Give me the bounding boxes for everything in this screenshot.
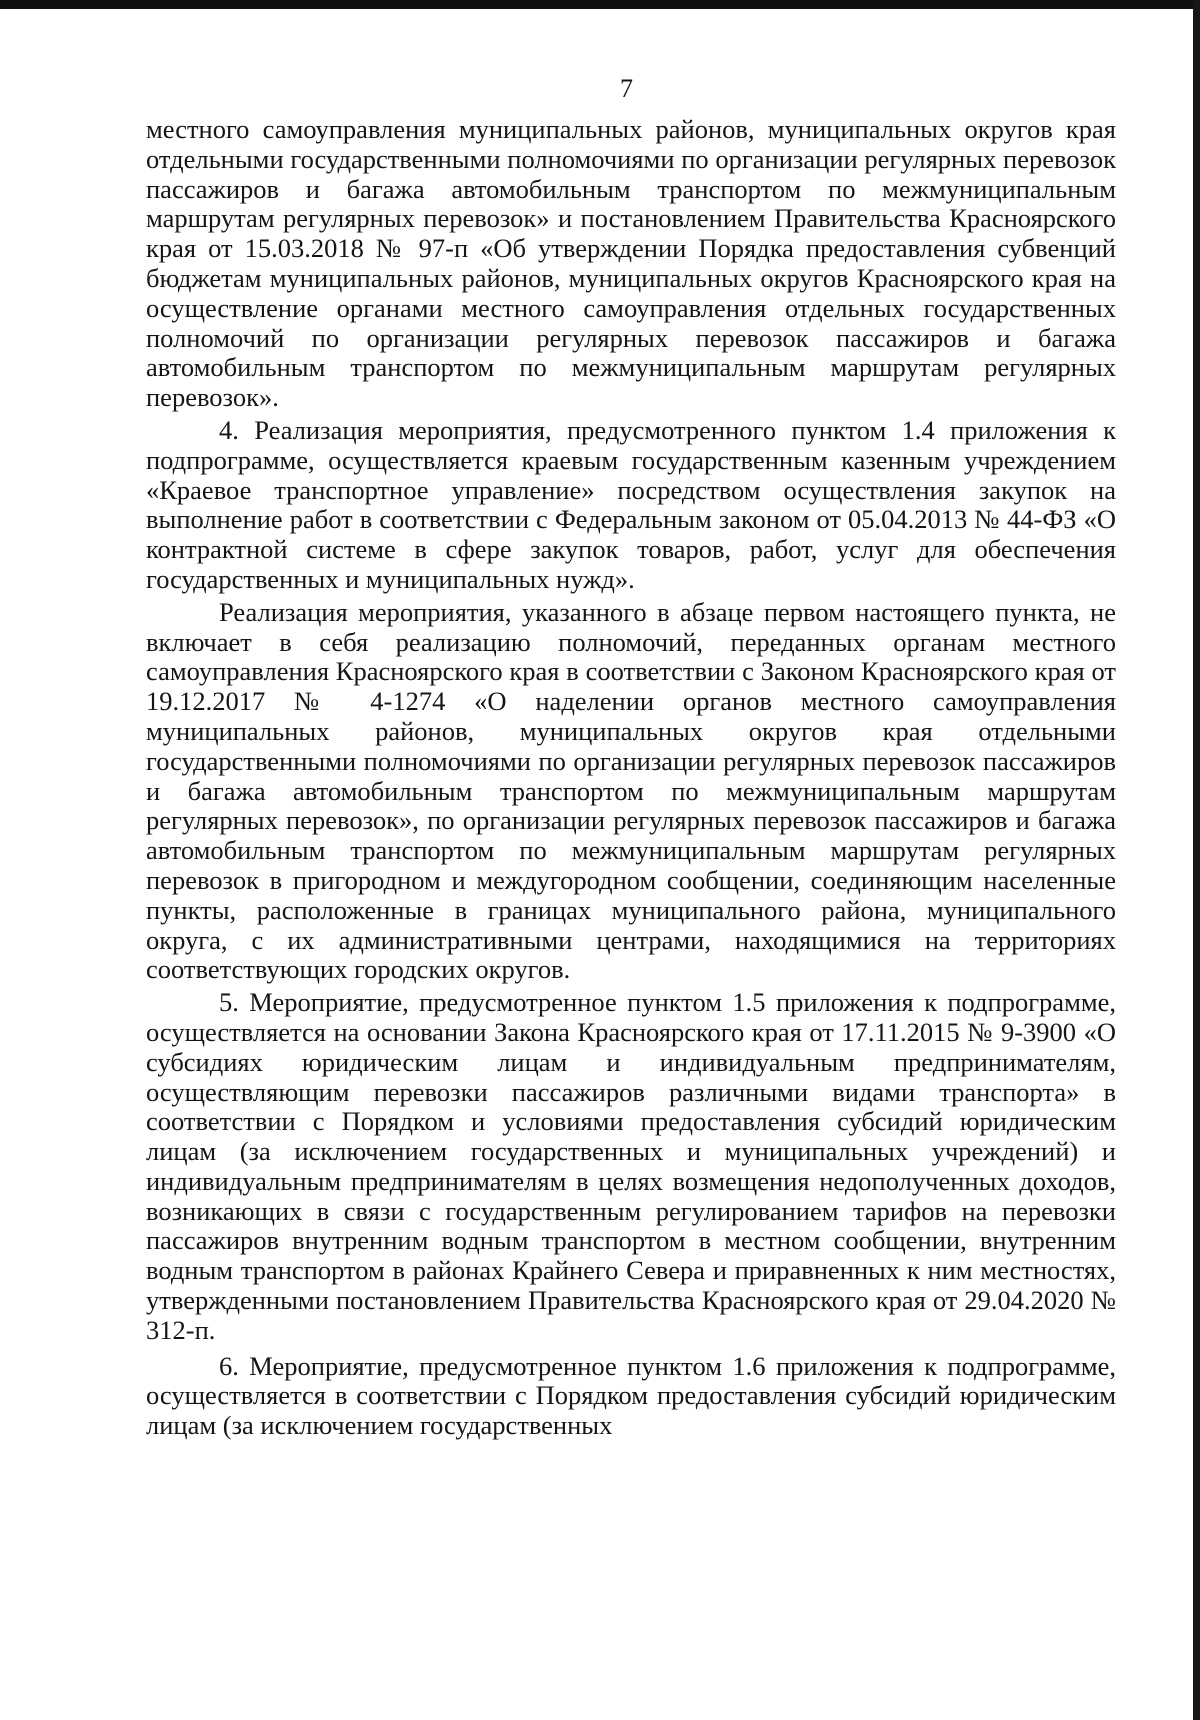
paragraph-item-4-note: Реализация мероприятия, указанного в абзаце первом настоящего пункта, не включает в себя реализацию полномочий, переданных органам местного самоуправления Красноярского края в соответствии с Законом Красноярского края от 19.12.2017 № 4-1274 «О наделении органов местного самоуправления муниципальных районов, муниципальных округов края отдельными государственными полномочиями по организации регулярных перевозок пассажиров и багажа автомобильным транспортом по межмуниципальным маршрутам регулярных перевозок», по организации регулярных перевозок пассажиров и багажа автомобильным транспортом по межмуниципальным маршрутам регулярных перевозок в пригородном и междугородном сообщении, соединяющим населенные пункты, расположенные в границах муниципального района, муниципального округа, с их административными центрами, находящимися на территориях соответствующих городских округов.: [146, 596, 1116, 985]
paragraph-item-5: 5. Мероприятие, предусмотренное пунктом 1.5 приложения к подпрограмме, осуществляется на основании Закона Красноярского края от 17.11.2015 № 9-3900 «О субсидиях юридическим лицам и индивидуальным предпринимателям, осуществляющим перевозки пассажиров различными видами транспорта» в соответствии с Порядком и условиями предоставления субсидий юридическим лицам (за исключением государственных и муниципальных учреждений) и индивидуальным предпринимателям в целях возмещения недополученных доходов, возникающих в связи с государственным регулированием тарифов на перевозки пассажиров внутренним водным транспортом в местном сообщении, внутренним водным транспортом в районах Крайнего Севера и приравненных к ним местностях, утвержденными постановлением Правительства Красноярского края от 29.04.2020 № 312-п.: [146, 987, 1116, 1345]
paragraph-item-6: 6. Мероприятие, предусмотренное пунктом 1.6 приложения к подпрограмме, осуществляется в соответствии с Порядком предоставления субсидий юридическим лицам (за исключением государственных: [146, 1350, 1116, 1441]
scan-border-right: [1193, 0, 1200, 1720]
scan-border-top: [0, 0, 1200, 9]
document-body: [146, 115, 1116, 1444]
paragraph-continuation: местного самоуправления муниципальных районов, муниципальных округов края отдельными государственными полномочиями по организации регулярных перевозок пассажиров и багажа автомобильным транспортом по межмуниципальным маршрутам регулярных перевозок» и постановлением Правительства Красноярского края от 15.03.2018 № 97-п «Об утверждении Порядка предоставления субвенций бюджетам муниципальных районов, муниципальных округов Красноярского края на осуществление органами местного самоуправления отдельных государственных полномочий по организации регулярных перевозок пассажиров и багажа автомобильным транспортом по межмуниципальным маршрутам регулярных перевозок».: [146, 114, 1116, 413]
paragraph-item-4: 4. Реализация мероприятия, предусмотренного пунктом 1.4 приложения к подпрограмме, осуществляется краевым государственным казенным учреждением «Краевое транспортное управление» посредством осуществления закупок на выполнение работ в соответствии с Федеральным законом от 05.04.2013 № 44-ФЗ «О контрактной системе в сфере закупок товаров, работ, услуг для обеспечения государственных и муниципальных нужд».: [146, 414, 1116, 594]
page-number: 7: [620, 74, 633, 103]
